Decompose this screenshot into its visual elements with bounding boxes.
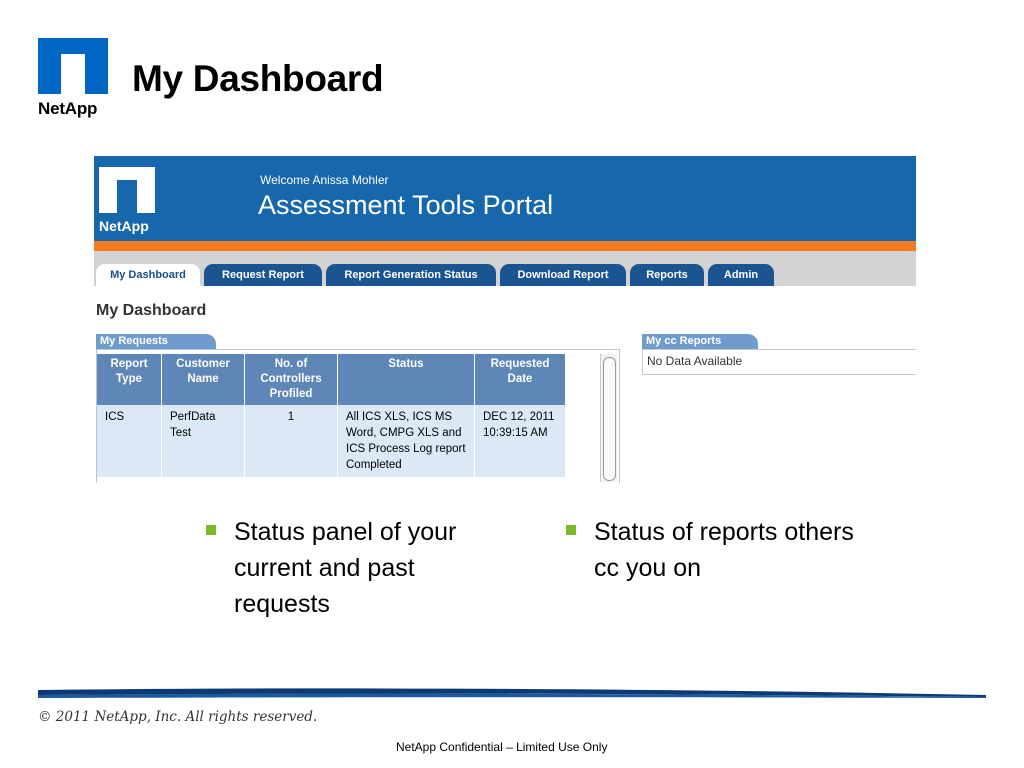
table-row[interactable] [97, 405, 566, 477]
column-header-report-type[interactable]: Report Type [97, 354, 162, 405]
column-header-controllers-profiled[interactable]: No. of Controllers Profiled [245, 354, 338, 405]
empty-state-text: No Data Available [647, 354, 743, 368]
slide-title: My Dashboard [132, 58, 384, 99]
welcome-text: Welcome Anissa Mohler [260, 173, 389, 187]
netapp-logo-text: NetApp [38, 99, 98, 118]
tab-admin[interactable]: Admin [708, 264, 774, 286]
footer-swoosh-divider [38, 686, 986, 700]
bullet-text: Status of reports others cc you on [594, 518, 854, 582]
bullet-text: Status panel of your current and past requests [234, 518, 457, 618]
tab-reports[interactable]: Reports [630, 264, 704, 286]
nav-tabs [94, 264, 916, 286]
my-cc-reports-panel [642, 349, 916, 375]
dashboard-heading: My Dashboard [96, 302, 207, 319]
tab-my-dashboard[interactable]: My Dashboard [96, 264, 200, 287]
bullet-item [566, 514, 866, 586]
bullet-square-icon [206, 525, 216, 535]
tab-report-generation-status[interactable]: Report Generation Status [326, 264, 496, 286]
cell-requested-date: DEC 12, 2011 10:39:15 AM [475, 405, 566, 477]
my-cc-reports-panel-label: My cc Reports [642, 334, 758, 349]
cell-controllers-profiled: 1 [245, 405, 338, 477]
cell-report-type: ICS [97, 405, 162, 477]
table-header-row [97, 354, 566, 405]
portal-logo[interactable] [99, 167, 159, 234]
tab-download-report[interactable]: Download Report [500, 264, 626, 286]
portal-banner [94, 156, 916, 241]
tab-request-report[interactable]: Request Report [204, 264, 322, 286]
copyright-notice: © 2011 NetApp, Inc. All rights reserved. [38, 709, 318, 725]
netapp-logo [38, 38, 112, 119]
bullet-square-icon [566, 525, 576, 535]
accent-bar [94, 241, 916, 251]
netapp-logo-icon [99, 167, 155, 213]
my-requests-panel [96, 349, 620, 483]
portal-title: Assessment Tools Portal [258, 190, 554, 220]
column-header-customer-name[interactable]: Customer Name [162, 354, 245, 405]
bullet-item [206, 514, 496, 622]
cell-customer-name: PerfData Test [162, 405, 245, 477]
netapp-logo-icon [38, 38, 108, 94]
my-requests-panel-label: My Requests [96, 334, 216, 349]
scrollbar-thumb[interactable] [603, 357, 616, 481]
column-header-status[interactable]: Status [338, 354, 475, 405]
cell-status: All ICS XLS, ICS MS Word, CMPG XLS and ICS Process Log report Completed [338, 405, 475, 477]
confidential-notice: NetApp Confidential – Limited Use Only [396, 740, 608, 754]
column-header-requested-date[interactable]: Requested Date [475, 354, 566, 405]
my-requests-table [97, 354, 566, 477]
requests-scrollbar[interactable] [600, 354, 617, 482]
portal-logo-text: NetApp [99, 218, 149, 234]
portal-screenshot [94, 156, 916, 483]
